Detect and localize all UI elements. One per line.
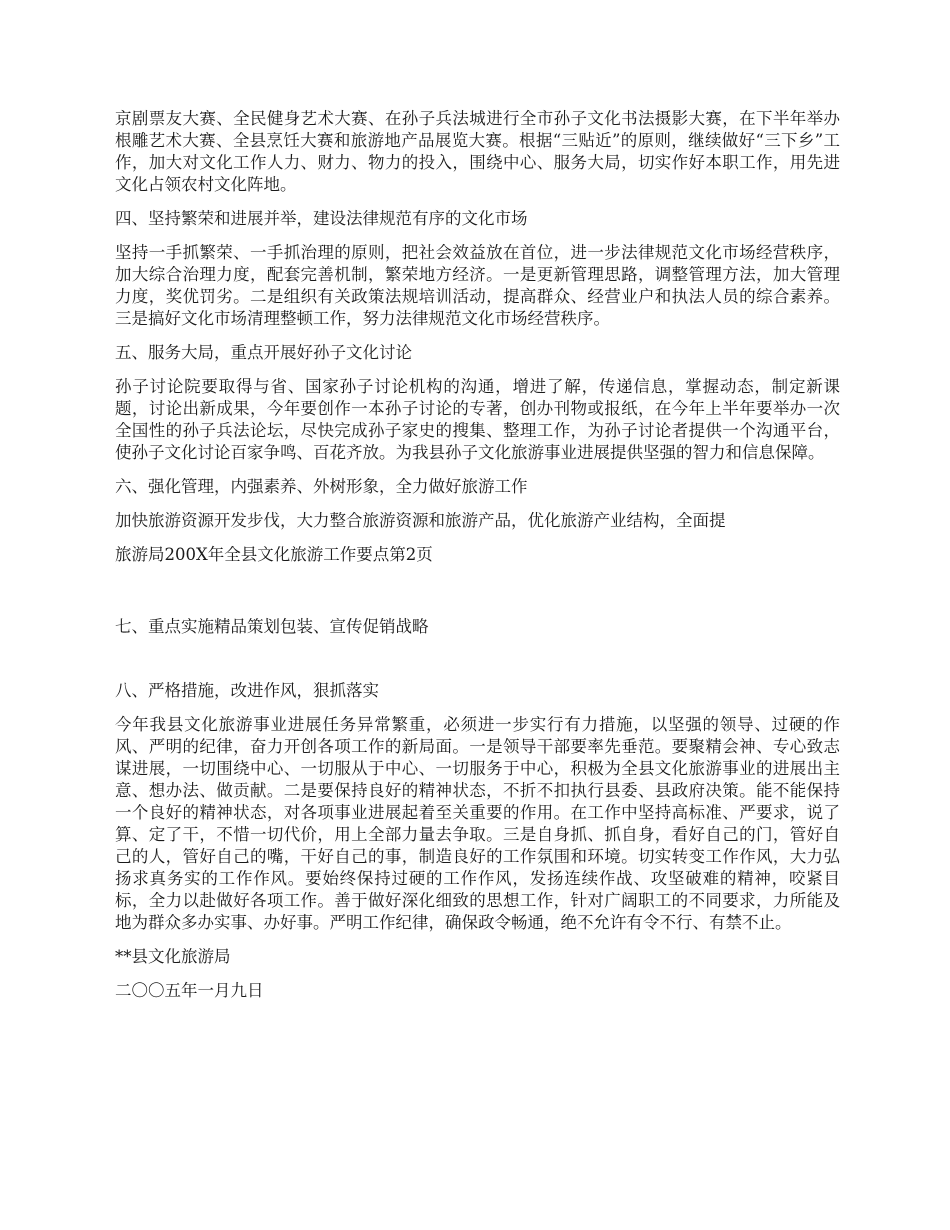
section-heading-5: 五、服务大局，重点开展好孙子文化讨论 <box>115 343 412 362</box>
section-gap <box>115 650 840 680</box>
page-break-gap <box>115 578 840 616</box>
section-heading-6: 六、强化管理，内强素养、外树形象，全力做好旅游工作 <box>115 477 528 496</box>
section-heading-8: 八、严格措施，改进作风，狠抓落实 <box>115 681 379 700</box>
section-8-body: 今年我县文化旅游事业进展任务异常繁重，必须进一步实行有力措施，以坚强的领导、过硬的作风、严明的纪律，奋力开创各项工作的新局面。一是领导干部要率先垂范。要聚精会神、专心致志谋进展，一切围绕中心、一切服从于中心、一切服务于中心，积极为全县文化旅游事业的进展出主意、想办法、做贡献。二是要保持良好的精神状态，不折不扣执行县委、县政府决策。能不能保持一个良好的精神状态，对各项事业进展起着至关重要的作用。在工作中坚持高标准、严要求，说了算、定了干，不惜一切代价，用上全部力量去争取。三是自身抓、抓自身，看好自己的门，管好自己的人，管好自己的嘴，干好自己的事，制造良好的工作氛围和环境。切实转变工作作风，大力弘扬求真务实的工作作风。要始终保持过硬的工作作风，发扬连续作战、攻坚破难的精神，咬紧目标，全力以赴做好各项工作。善于做好深化细致的思想工作，针对广阔职工的不同要求，力所能及地为群众多办实事、办好事。严明工作纪律，确保政令畅通，绝不允许有令不行、有禁不止。 <box>115 715 840 932</box>
section-heading-7: 七、重点实施精品策划包装、宣传促销战略 <box>115 617 429 636</box>
section-5-body: 孙子讨论院要取得与省、国家孙子讨论机构的沟通，增进了解，传递信息，掌握动态，制定新课题，讨论出新成果，今年要创作一本孙子讨论的专著，创办刊物或报纸，在今年上半年要举办一次全国性的孙子兵法论坛，尽快完成孙子家史的搜集、整理工作，为孙子讨论者提供一个沟通平台，使孙子文化讨论百家争鸣、百花齐放。为我县孙子文化旅游事业进展提供坚强的智力和信息保障。 <box>115 377 840 462</box>
signature-date: 二〇〇五年一月九日 <box>115 981 264 1000</box>
paragraph-continuation: 京剧票友大赛、全民健身艺术大赛、在孙子兵法城进行全市孙子文化书法摄影大赛，在下半年举办根雕艺术大赛、全县烹饪大赛和旅游地产品展览大赛。根据“三贴近”的原则，继续做好“三下乡”工作，加大对文化工作人力、财力、物力的投入，围绕中心、服务大局，切实作好本职工作，用先进文化占领农村文化阵地。 <box>115 109 840 194</box>
section-heading-4: 四、坚持繁荣和进展并举，建设法律规范有序的文化市场 <box>115 209 528 228</box>
document-page <box>115 108 840 1014</box>
section-4-body: 坚持一手抓繁荣、一手抓治理的原则，把社会效益放在首位，进一步法律规范文化市场经营秩序，加大综合治理力度，配套完善机制，繁荣地方经济。一是更新管理思路，调整管理方法，加大管理力度，奖优罚劣。二是组织有关政策法规培训活动，提高群众、经营业户和执法人员的综合素养。三是搞好文化市场清理整顿工作，努力法律规范文化市场经营秩序。 <box>115 243 840 328</box>
signature-organization: **县文化旅游局 <box>115 947 231 966</box>
page-footer: 旅游局200X年全县文化旅游工作要点第2页 <box>115 545 433 564</box>
section-6-body: 加快旅游资源开发步伐，大力整合旅游资源和旅游产品，优化旅游产业结构，全面提 <box>115 511 726 530</box>
